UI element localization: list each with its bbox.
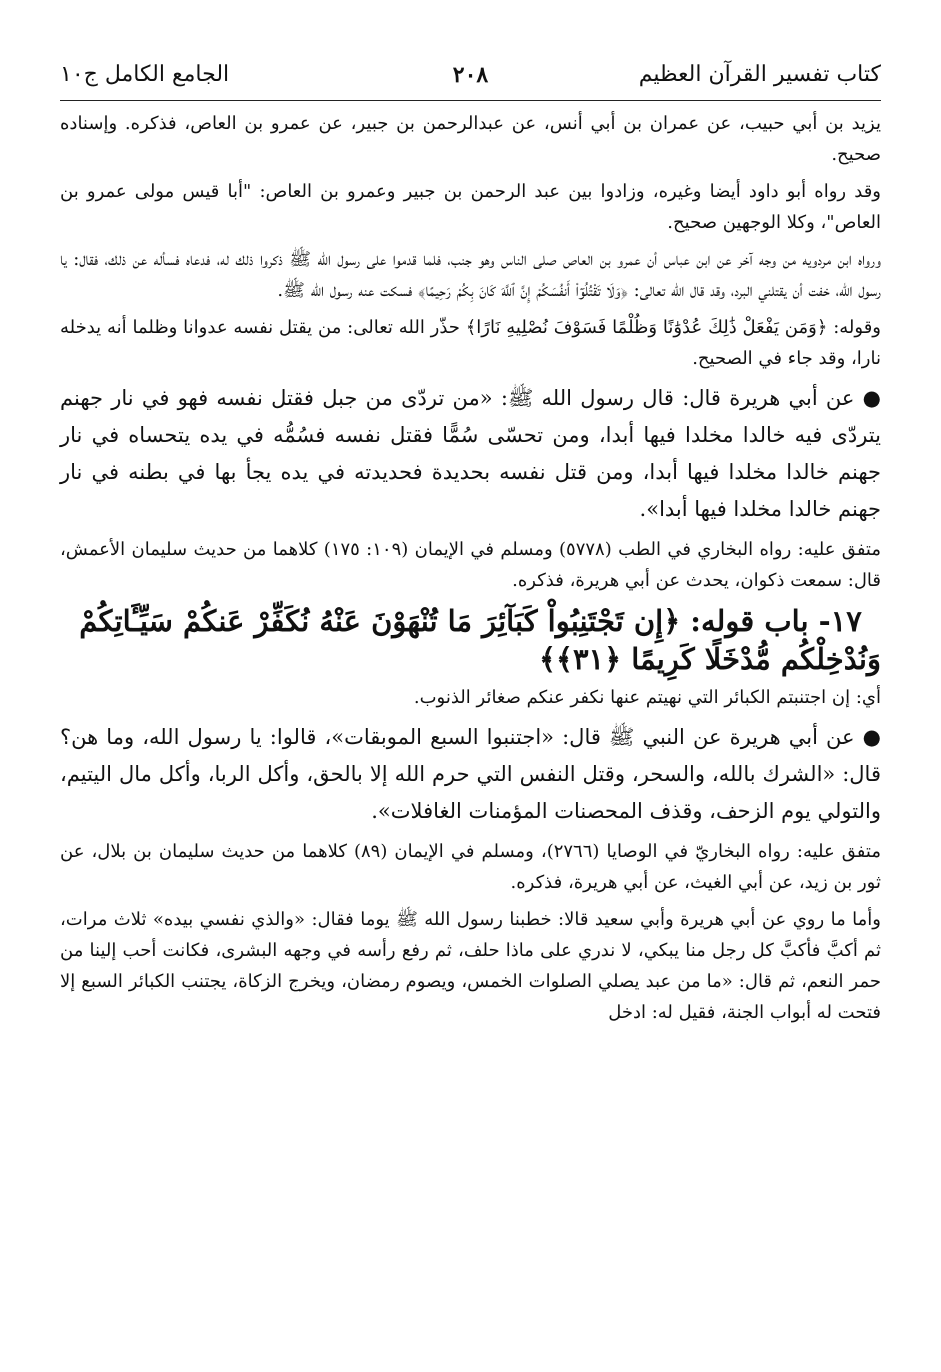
page-number: ٢٠٨ — [452, 62, 489, 88]
hadith-paragraph: ● عن أبي هريرة قال: قال رسول الله ﷺ: «من تردّى من جبل فقتل نفسه فهو في نار جهنم يتردّى فيه خالدا مخلدا فيها أبدا، ومن تحسّى سُمًّا فقتل نفسه فسُمُّه في يده يتحساه في نار جهنم خالدا مخلدا فيها أبدا، ومن قتل نفسه بحديدة فحديدته في يده يجأ بها في بطنه في نار جهنم خالدا مخلدا فيها أبدا». — [60, 386, 881, 521]
book-title: كتاب تفسير القرآن العظيم — [638, 62, 881, 87]
chapter-heading-line-2: وَنُدْخِلْكُم مُّدْخَلًا كَرِيمًا ﴿٣١﴾﴾ — [538, 642, 881, 676]
header-rule — [60, 100, 881, 101]
chapter-heading-line-1: ١٧- باب قوله: ﴿إِن تَجْتَنِبُواْ كَبَآئِرَ مَا تُنْهَوْنَ عَنْهُ نُكَفِّرْ عَنكُمْ سَيِّـَٔاتِكُمْ — [79, 604, 862, 638]
hadith-paragraph: ● عن أبي هريرة عن النبي ﷺ قال: «اجتنبوا السبع الموبقات»، قالوا: يا رسول الله، وما هن؟ قال: «الشرك بالله، والسحر، وقتل النفس التي حرم الله إلا بالحق، وأكل الربا، وأكل مال اليتيم، والتولي يوم الزحف، وقذف المحصنات المؤمنات الغافلات». — [60, 725, 881, 823]
paragraph: وقوله: ﴿وَمَن يَفْعَلْ ذَٰلِكَ عُدْوَٰنًا وَظُلْمًا فَسَوْفَ نُصْلِيهِ نَارًا﴾ حذّر الله تعالى: من يقتل نفسه عدوانا وظلما أنه يدخله نارا، وقد جاء في الصحيح. — [60, 317, 881, 369]
page-body — [60, 108, 881, 1028]
book-page — [60, 0, 881, 1372]
paragraph: وأما ما روي عن أبي هريرة وأبي سعيد قالا: خطبنا رسول الله ﷺ يوما فقال: «والذي نفسي بيده» ثلاث مرات، ثم أكبَّ فأكبَّ كل رجل منا يبكي، لا ندري على ماذا حلف، ثم رفع رأسه في وجهه البشرى، فكانت أحب إلينا من حمر النعم، ثم قال: «ما من عبد يصلي الصلوات الخمس، ويصوم رمضان، ويخرج الزكاة، يجتنب الكبائر السبع إلا فتحت له أبواب الجنة، فقيل له: ادخل — [60, 909, 881, 1023]
paragraph: وقد رواه أبو داود أيضا وغيره، وزادوا بين عبد الرحمن بن جبير وعمرو بن العاص: "أبا قيس مولى عمرو بن العاص"، وكلا الوجهين صحيح. — [60, 181, 881, 233]
takhrij-paragraph: متفق عليه: رواه البخاري في الطب (٥٧٧٨) ومسلم في الإيمان (١٠٩: ١٧٥) كلاهما من حديث سليمان الأعمش، قال: سمعت ذكوان، يحدث عن أبي هريرة، فذكره. — [60, 539, 881, 591]
volume-label: الجامع الكامل ج١٠ — [60, 62, 230, 87]
running-header — [60, 58, 881, 98]
paragraph: يزيد بن أبي حبيب، عن عمران بن أبي أنس، عن عبدالرحمن بن جبير، عن عمرو بن العاص، فذكره. وإسناده صحيح. — [60, 113, 881, 165]
paragraph: أي: إن اجتنبتم الكبائر التي نهيتم عنها نكفر عنكم صغائر الذنوب. — [413, 687, 881, 708]
takhrij-paragraph: متفق عليه: رواه البخاريّ في الوصايا (٢٧٦٦)، ومسلم في الإيمان (٨٩) كلاهما من حديث سليمان بن بلال، عن ثور بن زيد، عن أبي الغيث، عن أبي هريرة، فذكره. — [60, 841, 881, 893]
paragraph: ورواه ابن مردويه من وجه آخر عن ابن عباس أن عمرو بن العاص صلى الناس وهو جنب، فلما قدموا على رسول الله ﷺ ذكروا ذلك له، فدعاه فسأله عن ذلك، فقال: يا رسول الله، خفت أن يقتلني البرد، وقد قال الله تعالى: ﴿وَلَا تَقْتُلُوٓاْ أَنفُسَكُمْ إِنَّ ٱللَّهَ كَانَ بِكُمْ رَحِيمًا﴾ فسكت عنه رسول الله ﷺ. — [60, 249, 881, 301]
chapter-heading — [60, 602, 881, 678]
